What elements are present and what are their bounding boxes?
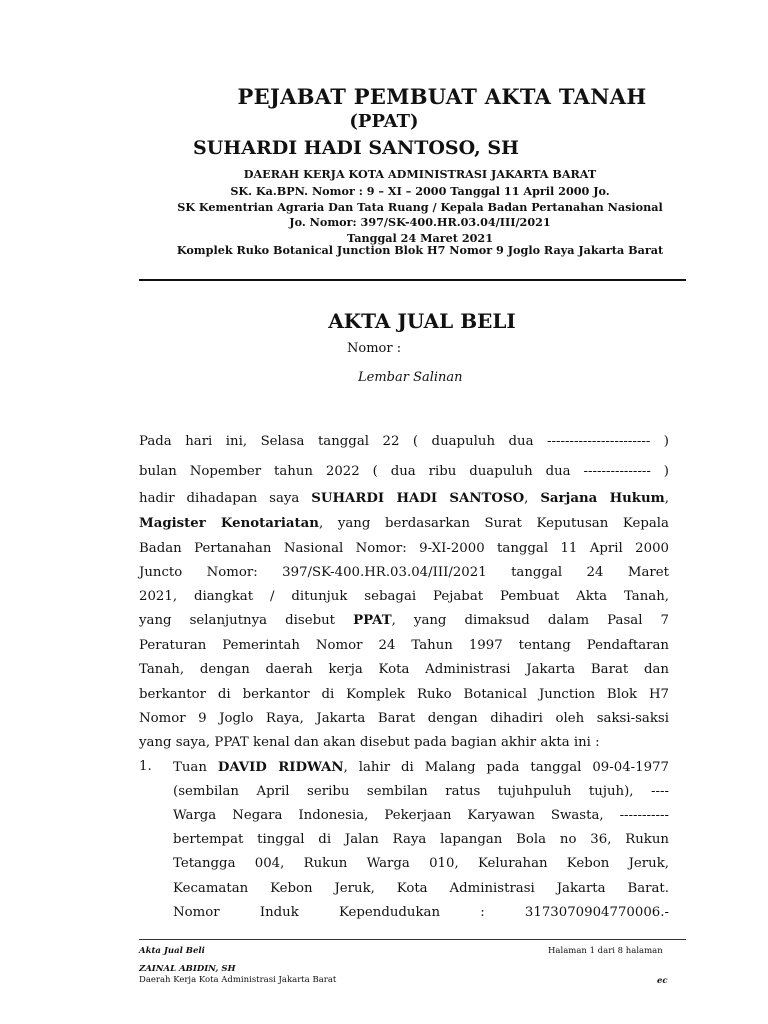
list-item-line: Warga Negara Indonesia, Pekerjaan Karyawan Swasta, -----------: [173, 808, 669, 823]
body-line: Tanah, dengan daerah kerja Kota Administrasi Jakarta Barat dan: [139, 662, 669, 677]
footer-region: Daerah Kerja Kota Administrasi Jakarta Barat: [139, 975, 337, 985]
footer-ppat-name: ZAINAL ABIDIN, SH: [139, 964, 236, 974]
footer-initials: ec: [657, 976, 668, 986]
tanggal-line: Tanggal 24 Maret 2021: [347, 231, 493, 245]
body-line: Badan Pertanahan Nasional Nomor: 9-XI-2000 tanggal 11 April 2000: [139, 541, 669, 556]
sk-kementrian-line: SK Kementrian Agraria Dan Tata Ruang / Kepala Badan Pertanahan Nasional: [177, 200, 663, 214]
footer-divider: [139, 939, 686, 940]
footer-page-number: Halaman 1 dari 8 halaman: [548, 946, 663, 956]
body-line: Peraturan Pemerintah Nomor 24 Tahun 1997 tentang Pendaftaran: [139, 638, 669, 653]
body-line: Juncto Nomor: 397/SK-400.HR.03.04/III/2021 tanggal 24 Maret: [139, 565, 669, 580]
list-item-line: Tetangga 004, Rukun Warga 010, Kelurahan Kebon Jeruk,: [173, 856, 669, 871]
sk-line: SK. Ka.BPN. Nomor : 9 – XI – 2000 Tanggal 11 April 2000 Jo.: [230, 184, 610, 198]
nomor-label: Nomor :: [347, 341, 402, 356]
body-line: yang selanjutnya disebut PPAT, yang dimaksud dalam Pasal 7: [139, 613, 669, 628]
list-item-number: 1.: [139, 759, 152, 774]
header-divider: [139, 279, 686, 281]
body-line: Pada hari ini, Selasa tanggal 22 ( duapuluh dua ----------------------- ): [139, 434, 669, 449]
document-title: AKTA JUAL BELI: [328, 309, 516, 333]
list-item-line: Nomor Induk Kependudukan : 3173070904770006.-: [173, 905, 669, 920]
list-item-line: (sembilan April seribu sembilan ratus tujuhpuluh tujuh), ----: [173, 784, 669, 799]
address-line: Komplek Ruko Botanical Junction Blok H7 Nomor 9 Joglo Raya Jakarta Barat: [176, 243, 664, 257]
ppat-name: SUHARDI HADI SANTOSO, SH: [192, 137, 519, 159]
body-line: hadir dihadapan saya SUHARDI HADI SANTOSO, Sarjana Hukum,: [139, 491, 669, 506]
body-line: berkantor di berkantor di Komplek Ruko Botanical Junction Blok H7: [139, 687, 669, 702]
body-line: yang saya, PPAT kenal dan akan disebut pada bagian akhir akta ini :: [139, 735, 600, 750]
list-item-line: Kecamatan Kebon Jeruk, Kota Administrasi Jakarta Barat.: [173, 881, 669, 896]
office-title: PEJABAT PEMBUAT AKTA TANAH: [237, 84, 647, 109]
office-abbreviation: (PPAT): [349, 111, 419, 132]
body-line: 2021, diangkat / ditunjuk sebagai Pejabat Pembuat Akta Tanah,: [139, 589, 669, 604]
body-line: Nomor 9 Joglo Raya, Jakarta Barat dengan dihadiri oleh saksi-saksi: [139, 711, 669, 726]
lembar-salinan: Lembar Salinan: [358, 370, 463, 385]
body-line: Magister Kenotariatan, yang berdasarkan Surat Keputusan Kepala: [139, 516, 669, 531]
list-item-line: bertempat tinggal di Jalan Raya lapangan Bola no 36, Rukun: [173, 832, 669, 847]
region-line: DAERAH KERJA KOTA ADMINISTRASI JAKARTA BARAT: [243, 167, 597, 181]
footer-doc-name: Akta Jual Beli: [139, 946, 205, 956]
body-line: bulan Nopember tahun 2022 ( dua ribu duapuluh dua --------------- ): [139, 464, 669, 479]
list-item-line: Tuan DAVID RIDWAN, lahir di Malang pada tanggal 09-04-1977: [173, 760, 670, 775]
jo-nomor-line: Jo. Nomor: 397/SK-400.HR.03.04/III/2021: [289, 215, 551, 229]
